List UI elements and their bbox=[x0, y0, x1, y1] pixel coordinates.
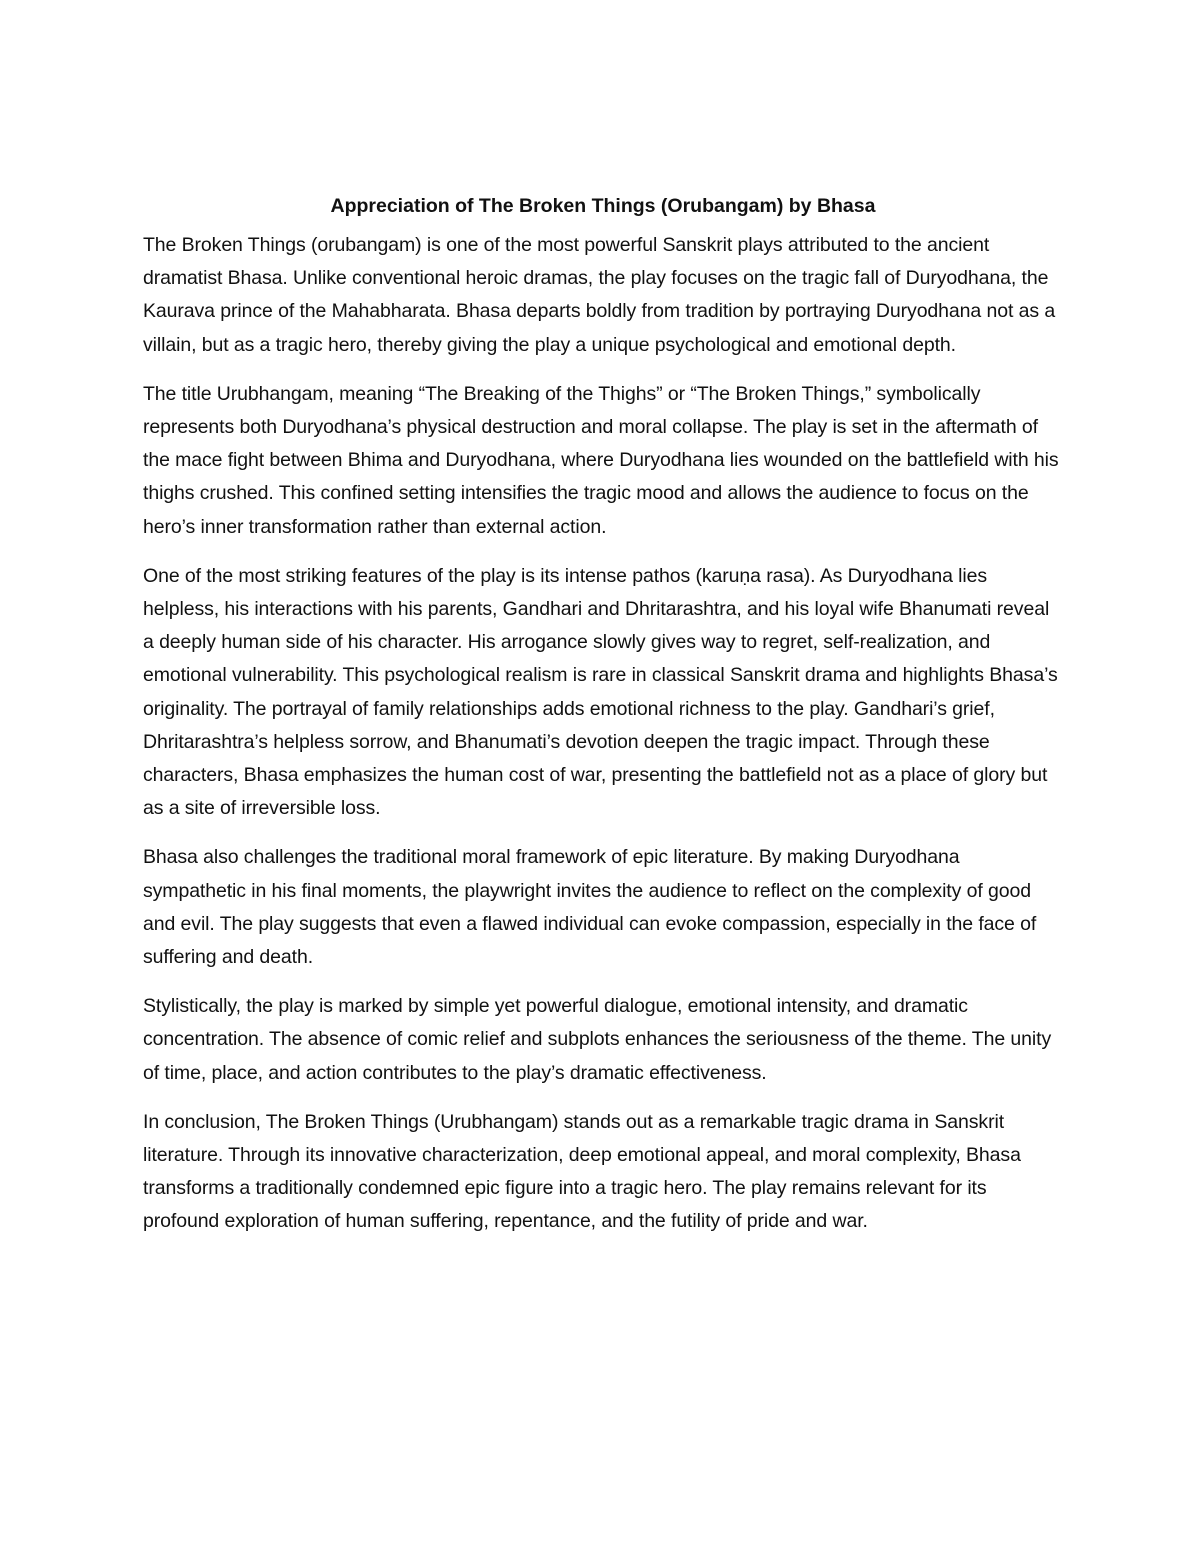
paragraph-moral-framework: Bhasa also challenges the traditional moral framework of epic literature. By making Duryodhana sympathetic in his final moments, the playwright invites the audience to reflect on the complexity of good and evil. The play suggests that even a flawed individual can evoke compassion, especially in the face of suffering and death. bbox=[143, 846, 1037, 969]
paragraph-title-meaning: The title Urubhangam, meaning “The Breaking of the Thighs” or “The Broken Things,” symbolically represents both Duryodhana’s physical destruction and moral collapse. The play is set in the aftermath of the mace fight between Bhima and Duryodhana, where Duryodhana lies wounded on the battlefield with his thighs crushed. This confined setting intensifies the tragic mood and allows the audience to focus on the hero’s inner transformation rather than external action. bbox=[143, 382, 1059, 538]
document-title: Appreciation of The Broken Things (Orubangam) by Bhasa bbox=[330, 195, 876, 217]
paragraph-introduction: The Broken Things (orubangam) is one of the most powerful Sanskrit plays attributed to the ancient dramatist Bhasa. Unlike conventional heroic dramas, the play focuses on the tragic fall of Duryodhana, the Kaurava prince of the Mahabharata. Bhasa departs boldly from tradition by portraying Duryodhana not as a villain, but as a tragic hero, thereby giving the play a unique psychological and emotional depth. bbox=[143, 234, 1056, 356]
paragraph-conclusion: In conclusion, The Broken Things (Urubhangam) stands out as a remarkable tragic drama in Sanskrit literature. Through its innovative characterization, deep emotional appeal, and moral complexity, Bhasa transforms a traditionally condemned epic figure into a tragic hero. The play remains relevant for its profound exploration of human suffering, repentance, and the futility of pride and war. bbox=[143, 1110, 1021, 1233]
paragraph-pathos: One of the most striking features of the play is its intense pathos (karuṇa rasa). As Duryodhana lies helpless, his interactions with his parents, Gandhari and Dhritarashtra, and his loyal wife Bhanumati reveal a deeply human side of his character. His arrogance slowly gives way to regret, self-realization, and emotional vulnerability. This psychological realism is rare in classical Sanskrit drama and highlights Bhasa’s originality. The portrayal of family relationships adds emotional richness to the play. Gandhari’s grief, Dhritarashtra’s helpless sorrow, and Bhanumati’s devotion deepen the tragic impact. Through these characters, Bhasa emphasizes the human cost of war, presenting the battlefield not as a place of glory but as a site of irreversible loss. bbox=[143, 564, 1058, 820]
paragraph-style: Stylistically, the play is marked by simple yet powerful dialogue, emotional intensity, and dramatic concentration. The absence of comic relief and subplots enhances the seriousness of the theme. The unity of time, place, and action contributes to the play’s dramatic effectiveness. bbox=[143, 995, 1052, 1084]
document-page bbox=[143, 190, 1063, 1255]
